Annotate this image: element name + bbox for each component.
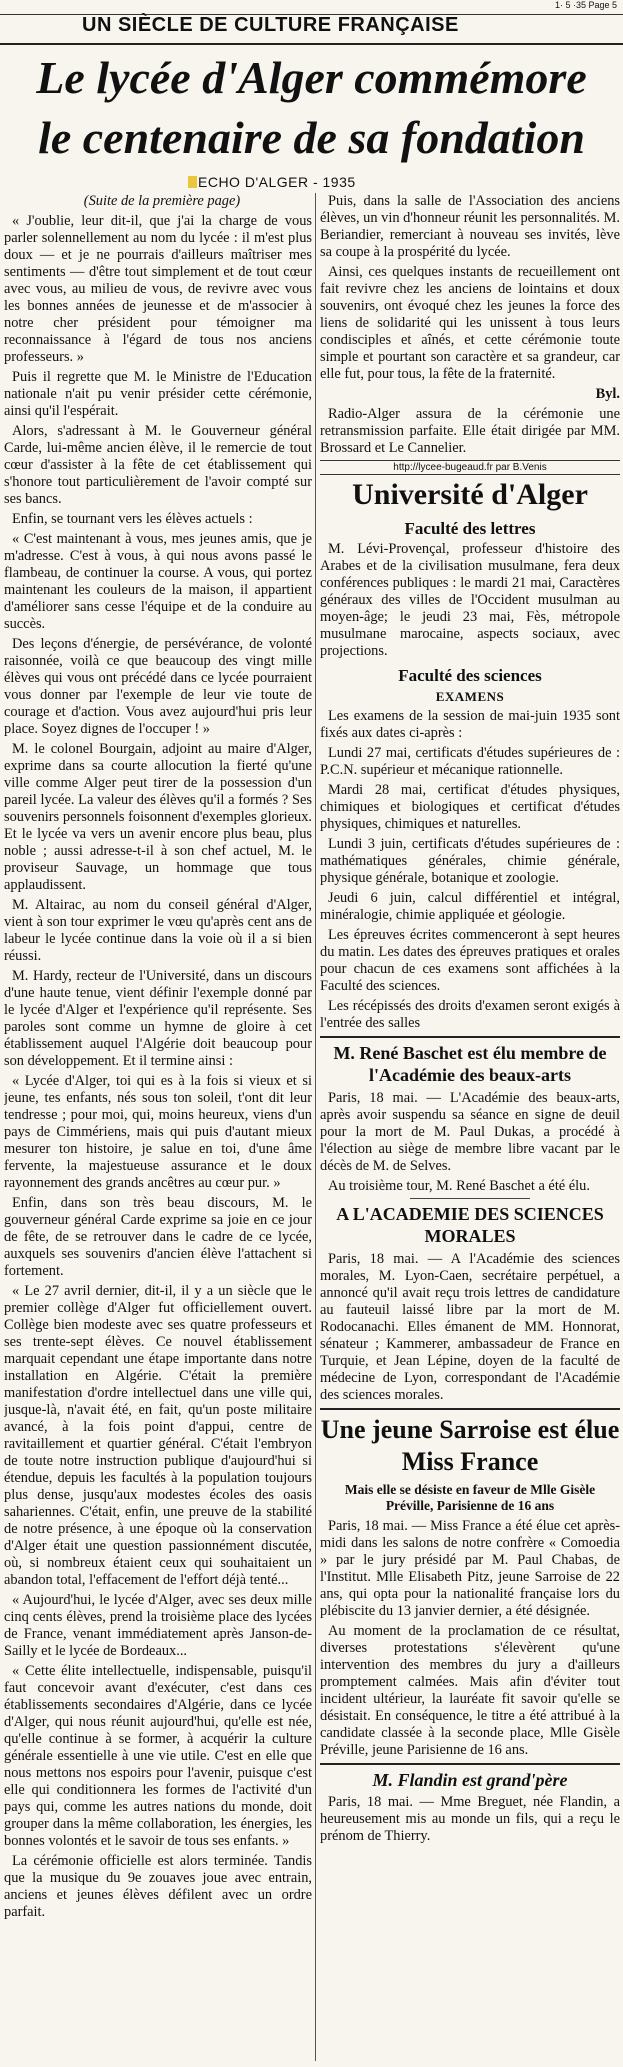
main-headline [0,48,623,168]
sciences-paragraph: Les examens de la session de mai-juin 1935 sont fixés aux dates ci-après : [320,708,620,741]
article-paragraph: Puis, dans la salle de l'Association des anciens élèves, un vin d'honneur réunit les personnalités. M. Beriandier, remerciant à nouveau ses invités, lève sa coupe à la prospérité du lycée. [320,193,620,260]
section-rule [320,1763,620,1765]
article-column-left [4,193,312,2063]
faculty-lettres-heading: Faculté des lettres [404,519,536,538]
missfrance-deck: Mais elle se désiste en faveur de Mlle Gisèle Préville, Parisienne de 16 ans [344,1482,596,1513]
headline-line-2: le centenaire de sa fondation [38,112,585,163]
section-rule [320,1408,620,1410]
short-rule [410,1198,530,1199]
section-rule [320,1036,620,1038]
article-paragraph: Puis il regrette que M. le Ministre de l'Education nationale n'ait pu venir présider cette cérémonie, ainsi qu'il l'espérait. [4,369,312,419]
sciences-paragraph: Mardi 28 mai, certificat d'études physiques, chimiques et biologiques et certificat d'études physiques, chimiques et naturelles. [320,782,620,832]
baschet-paragraph: Paris, 18 mai. — L'Académie des beaux-arts, après avoir suspendu sa séance en signe de deuil pour la mort de M. Paul Dukas, a procédé à l'élection au siège de membre libre vacant par le décès de M. de Selves. [320,1090,620,1174]
article-paragraph: M. Hardy, recteur de l'Université, dans un discours d'une haute tenue, vient définir l'exemple donné par le lycée d'Alger et l'expérience qu'il représente. Ses paroles sont comme un hymne de gloire à cet établissement auquel l'Algérie doit beaucoup pour son développement. Et il termine ainsi : [4,968,312,1069]
sciences-paragraph: Les récépissés des droits d'examen seront exigés à l'entrée des salles [320,998,620,1031]
page-top-line [0,0,623,15]
morales-heading: A L'ACADEMIE DES SCIENCES MORALES [336,1204,604,1246]
article-paragraph: « Le 27 avril dernier, dit-il, il y a un siècle que le premier collège d'Alger fut officiellement ouvert. Collège bien modeste avec ses quatre professeurs et ses trente-sept élèves. Ce nouvel établissement marquait cependant une étape importante dans notre installation en Algérie. C'était la première manifestation d'ordre intellectuel dans une ville qui, jusque-là, n'avait été, en fait, qu'un poste militaire avancé, à la fois point d'appui, centre de ravitaillement et quartier général. C'était l'embryon de toute notre instruction publique d'aujourd'hui si étendue, depuis les facultés à la population toujours plus dense, jusqu'aux modestes écoles des oasis sahariennes. C'était, enfin, une preuve de la stabilité de notre présence, à une époque où la conservation d'Alger était une question passionnément discutée, où, si nombreux étaient ceux qui souhaitaient un abandon total, l'effacement de l'effort déjà tenté... [4,1283,312,1588]
article-paragraph: Enfin, se tournant vers les élèves actuels : [12,511,253,527]
article-paragraph: « Aujourd'hui, le lycée d'Alger, avec ses deux mille cinq cents élèves, prend la troisième place des lycées de France, venant immédiatement après Janson-de-Sailly et le lycée de Bordeaux... [4,1592,312,1659]
sciences-paragraph: Lundi 3 juin, certificats d'études supérieures de : mathématiques générales, chimie générale, physique générale, botanique et zoologie. [320,836,620,886]
article-paragraph: « Lycée d'Alger, toi qui es à la fois si vieux et si jeune, tes enfants, nés sous ton soleil, t'ont dit leur tendresse ; pour moi, qui, moins heureux, viens d'un pays de Cimmériens, mais qui puis d'autant mieux mesurer ton histoire, je salue en toi, d'une âme fervente, la majestueuse assurance et le doux rayonnement des grands ancêtres au cœur pur. » [4,1073,312,1191]
highlight-marker [188,176,197,188]
baschet-heading: M. René Baschet est élu membre de l'Académie des beaux-arts [333,1043,607,1085]
university-heading: Université d'Alger [352,478,588,511]
lettres-paragraph: M. Lévi-Provençal, professeur d'histoire des Arabes et de la civilisation musulmane, fera deux conférences publiques : le mardi 21 mai, Caractères généraux des villes de l'Occident musulman au moyen-âge; le jeudi 23 mai, Fès, métropole musulmane marocaine, aspects sociaux, avec projections. [320,541,620,659]
exams-subheading: EXAMENS [435,689,505,704]
flandin-heading: M. Flandin est grand'père [372,1770,568,1790]
headline-line-1: Le lycée d'Alger commémore [36,52,587,103]
article-paragraph: « J'oublie, leur dit-il, que j'ai la charge de vous parler solennellement au nom du lycée : il m'est plus doux — et je ne pourrais d'ailleurs maîtriser mes sentiments — d'être tout simplement et de tout cœur avec vous, au milieu de vous, de revivre avec vous les bonnes années de jeunesse et de m'associer à notre cher président pour témoigner ma reconnaissance à l'égard de tous nos anciens professeurs. » [4,213,312,365]
article-paragraph: M. Altairac, au nom du conseil général d'Alger, vient à son tour exprimer le vœu qu'après cent ans de labeur le lycée continue dans la voie où il a si bien réussi. [4,897,312,964]
article-paragraph: « Cette élite intellectuelle, indispensable, puisqu'il faut concevoir avant d'exécuter, c'est dans ces établissements secondaires d'Algérie, dans ce lycée d'Alger, qui nous réunit aujourd'hui, qu'elle est née, qu'elle continue à se former, à acquérir la culture générale essentielle à une vie utile. C'est en elle que nous mettons nos espoirs pour l'avenir, puisque c'est elle qui conditionnera les formes de l'activité d'un pays qui, comme les autres nations du monde, doit grouper dans la même collaboration, les énergies, les bonnes volontés et le savoir de tous ses enfants. » [4,1663,312,1849]
article-paragraph: Des leçons d'énergie, de persévérance, de volonté raisonnée, voilà ce que beaucoup des vingt mille élèves qui vous ont précédé dans ce lycée pourraient vous donner par l'exemple de leur vie toute de courage et d'action. Vous avez aujourd'hui pris leur place. Soyez dignes de l'occuper ! » [4,636,312,737]
morales-paragraph: Paris, 18 mai. — A l'Académie des sciences morales, M. Lyon-Caen, secrétaire perpétuel, a annoncé qu'il avait reçu trois lettres de candidature au fauteuil laissé libre par la mort de M. Rodocanachi. Elles émanent de MM. Honnorat, sénateur ; Kammerer, ambassadeur de France en Turquie, et Jean Lépine, doyen de la faculté de médecine de Lyon, correspondant de l'Académie des sciences morales. [320,1251,620,1403]
continuation-note: (Suite de la première page) [83,193,241,209]
missfrance-paragraph: Paris, 18 mai. — Miss France a été élue cet après-midi dans les salons de notre confrère « Comoedia » par le jury présidé par M. Paul Chabas, de l'Institut. Mlle Elisabeth Pitz, jeune Sarroise de 22 ans, qui opta pour la nationalité française lors du plébiscite du 13 janvier dernier, a été désignée. [320,1518,620,1619]
baschet-paragraph: Au troisième tour, M. René Baschet a été élu. [328,1178,590,1194]
section-kicker: UN SIÈCLE DE CULTURE FRANÇAISE [82,14,459,36]
article-paragraph: Alors, s'adressant à M. le Gouverneur général Carde, lui-même ancien élève, il le remercie de tout cœur d'assister à la fête de cet établissement qui s'honore tout particulièrement de l'avoir compté sur ses bancs. [4,423,312,507]
article-column-right [320,193,620,2063]
source-credit: http://lycee-bugeaud.fr par B.Venis [320,460,620,475]
article-paragraph: « C'est maintenant à vous, mes jeunes amis, que je m'adresse. C'est à vous, à qui nous avons passé le flambeau, de continuer la course. A vous, qui portez maintenant les couleurs de la maison, il appartient d'améliorer sans cesse l'équipe et de la conduire au succès. [4,531,312,632]
article-paragraph: Ainsi, ces quelques instants de recueillement ont fait revivre chez les anciens de lointains et doux souvenirs, ont évoqué chez les jeunes la force des liens de solidarité qui les unissent à tous leurs condisciples et aînés, et cette cérémonie toute simple et pourtant son caractère et sa grandeur, car elle fut, pour tous, la fête de la fraternité. [320,264,620,382]
faculty-sciences-heading: Faculté des sciences [398,666,542,685]
column-divider [315,193,316,2061]
missfrance-paragraph: Au moment de la proclamation de ce résultat, diverses protestations s'élevèrent qu'une intervention des membres du jury a d'ailleurs promptement calmées. Mais afin d'éviter tout incident ultérieur, la lauréate fit savoir qu'elle se désistait. En conséquence, le titre a été attribué à la candidate classée à la seconde place, Mlle Gisèle Préville, jeune Parisienne de 16 ans. [320,1623,620,1758]
page-marker: 1· 5 ·35 Page 5 [554,0,617,10]
radio-note: Radio-Alger assura de la cérémonie une retransmission parfaite. Elle était dirigée par MM. Brossard et Le Cannelier. [320,406,620,456]
sciences-paragraph: Les épreuves écrites commenceront à sept heures du matin. Les dates des épreuves pratiques et orales pour chacun de ces examens sont affichées à la Faculté des sciences. [320,927,620,994]
missfrance-heading: Une jeune Sarroise est élue Miss France [320,1415,620,1476]
sciences-paragraph: Lundi 27 mai, certificats d'études supérieures de : P.C.N. supérieur et mécanique rationnelle. [320,745,620,778]
article-paragraph: M. le colonel Bourgain, adjoint au maire d'Alger, exprime dans sa courte allocution la fierté qu'une ville comme Alger peut tirer de la possession d'un pareil lycée. La valeur des élèves qu'il a formés ? Ses souvenirs personnels foisonnent d'exemples glorieux. Et le lycée va vers un avenir encore plus beau, plus noble ; aussi adresse-t-il à son chef actuel, M. le proviseur Sauvage, un hommage que tous applaudissent. [4,741,312,893]
article-signature: Byl. [595,386,620,402]
source-line [188,174,356,190]
source-label: ECHO D'ALGER - 1935 [198,174,356,190]
flandin-paragraph: Paris, 18 mai. — Mme Breguet, née Flandin, a heureusement mis au monde un fils, qui a reçu le prénom de Thierry. [320,1794,620,1844]
kicker-rule [0,43,623,45]
article-paragraph: Enfin, dans son très beau discours, M. le gouverneur général Carde exprime sa joie en ce jour de fête, de se retrouver dans le cadre de ce lycée, auxquels ses souvenirs d'ancien élève l'attachent si fortement. [4,1195,312,1279]
sciences-paragraph: Jeudi 6 juin, calcul différentiel et intégral, minéralogie, chimie appliquée et géologie. [320,890,620,923]
article-paragraph: La cérémonie officielle est alors terminée. Tandis que la musique du 9e zouaves joue avec entrain, anciens et jeunes élèves défilent avec un ordre parfait. [4,1853,312,1920]
